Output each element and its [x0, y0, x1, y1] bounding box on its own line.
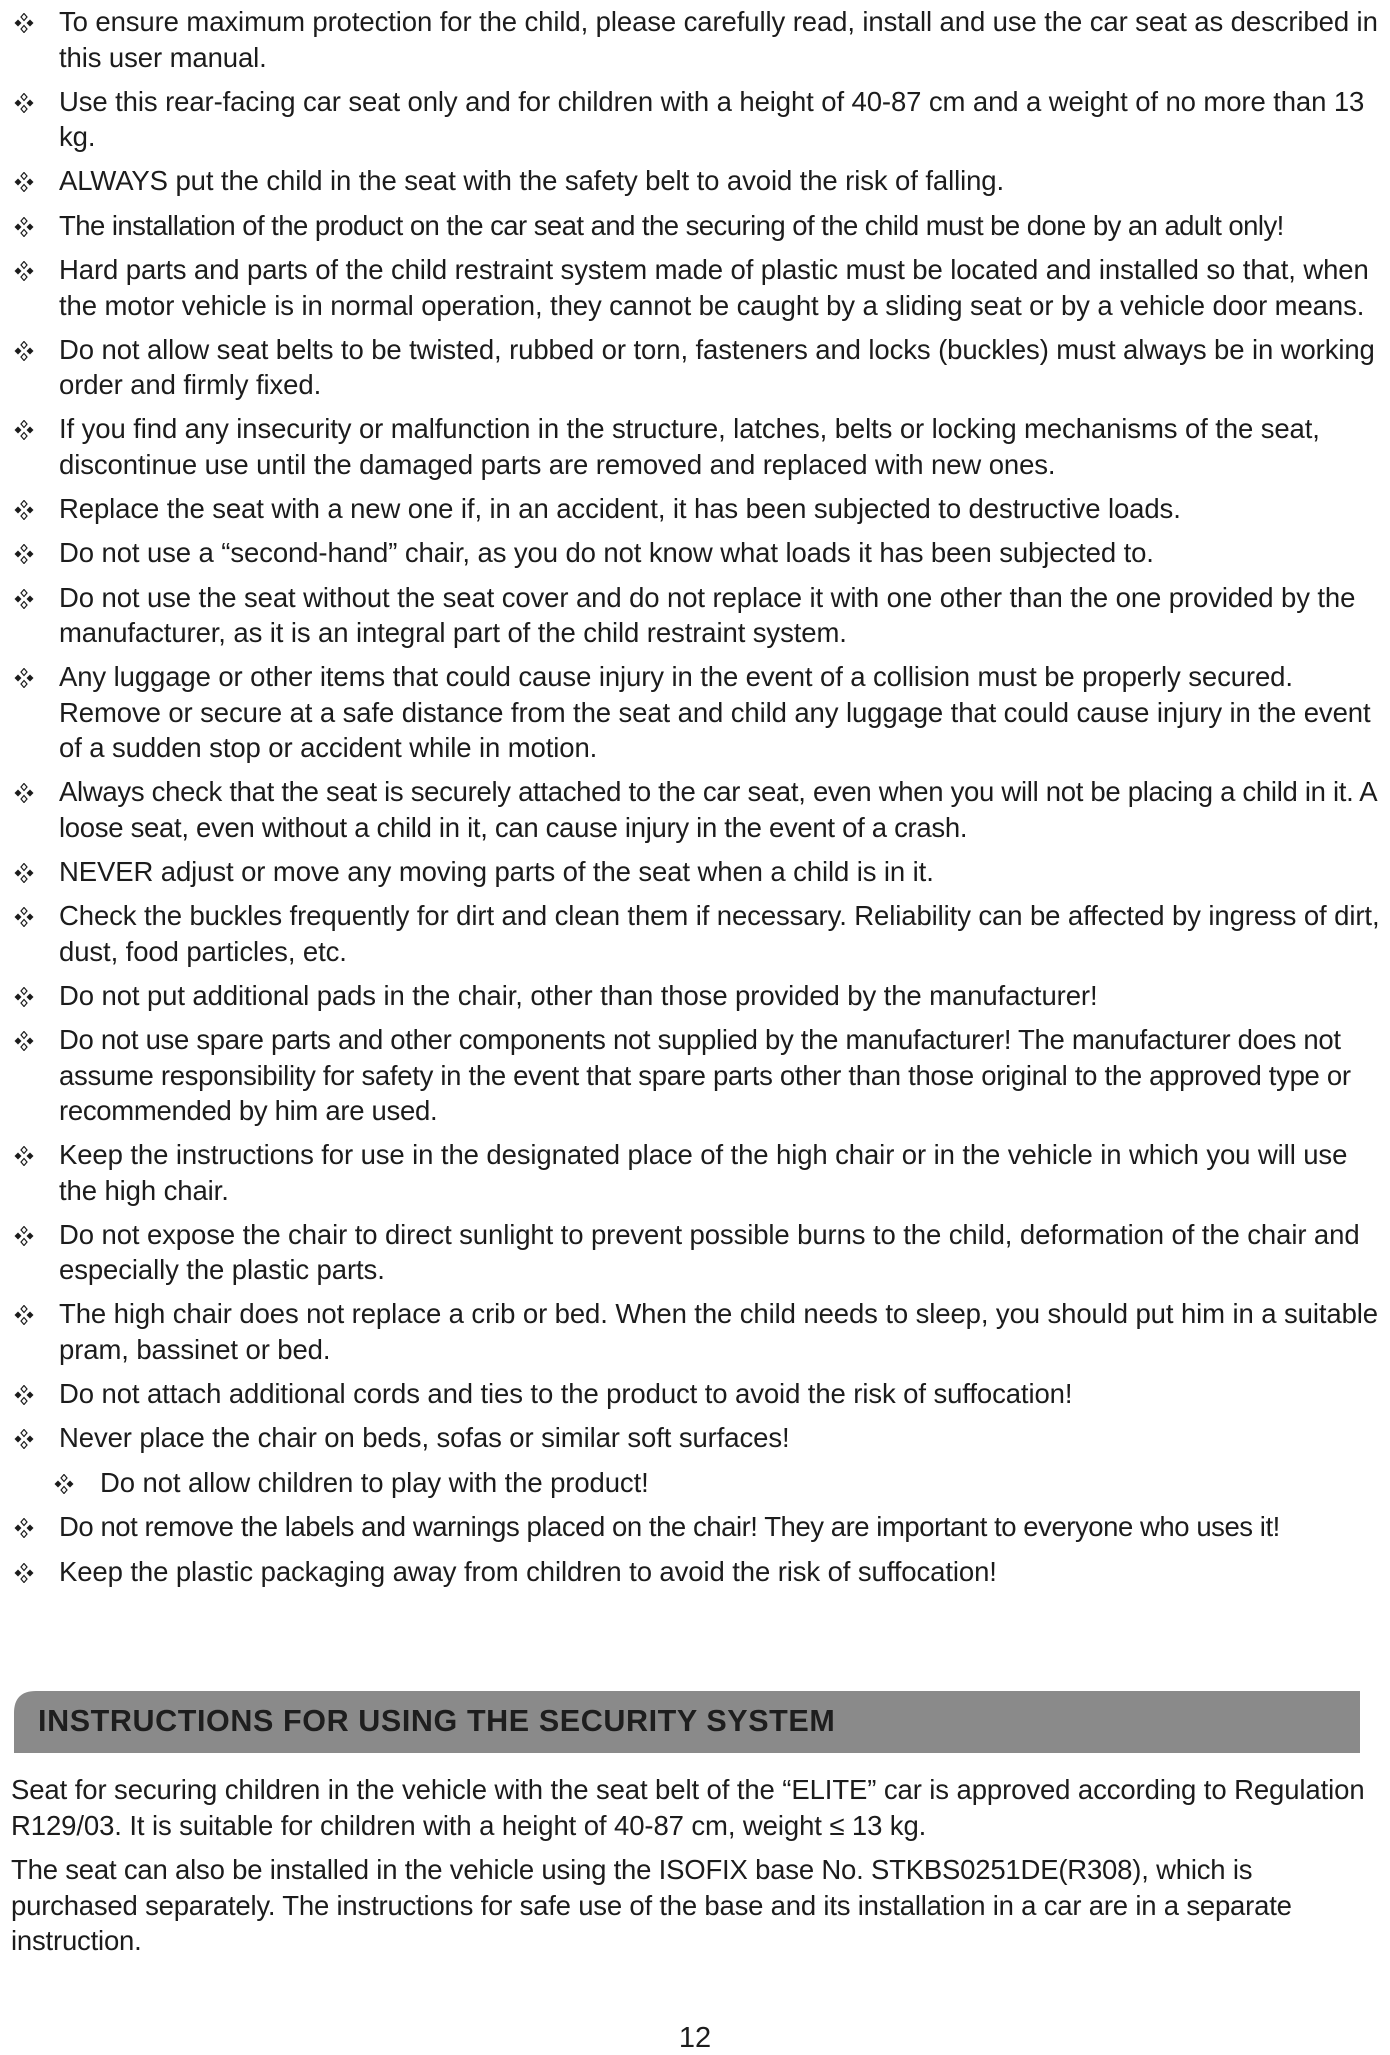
list-item: ALWAYS put the child in the seat with the safety belt to avoid the risk of falling.	[14, 163, 1390, 199]
diamond-bullet-icon	[14, 1031, 34, 1051]
list-item: Do not expose the chair to direct sunlight to prevent possible burns to the child, deformation of the chair and especially the plastic parts.	[14, 1217, 1390, 1288]
diamond-bullet-icon	[14, 907, 34, 927]
list-item: Replace the seat with a new one if, in an accident, it has been subjected to destructive loads.	[14, 491, 1390, 527]
list-item: Do not remove the labels and warnings placed on the chair! They are important to everyone who uses it!	[14, 1509, 1390, 1545]
list-item: The installation of the product on the car seat and the securing of the child must be done by an adult only!	[14, 208, 1390, 244]
diamond-bullet-icon	[14, 13, 34, 33]
list-item: To ensure maximum protection for the child, please carefully read, install and use the car seat as described in this user manual.	[14, 4, 1390, 75]
diamond-bullet-icon	[14, 987, 34, 1007]
diamond-bullet-icon	[14, 420, 34, 440]
diamond-bullet-icon	[14, 1146, 34, 1166]
section-title: INSTRUCTIONS FOR USING THE SECURITY SYSTEM	[38, 1704, 836, 1738]
diamond-bullet-icon	[14, 172, 34, 192]
diamond-bullet-icon	[14, 1518, 34, 1538]
paragraph: The seat can also be installed in the vehicle using the ISOFIX base No. STKBS0251DE(R308), which is purchased separately. The instructions for safe use of the base and its installation in a car are in a separate instruction.	[11, 1854, 1292, 1956]
list-item: NEVER adjust or move any moving parts of the seat when a child is in it.	[14, 854, 1390, 890]
diamond-bullet-icon	[14, 1429, 34, 1449]
list-item: Always check that the seat is securely attached to the car seat, even when you will not be placing a child in it. A loose seat, even without a child in it, can cause injury in the event of a crash.	[14, 774, 1390, 845]
diamond-bullet-icon	[14, 1305, 34, 1325]
list-item: The high chair does not replace a crib or bed. When the child needs to sleep, you should put him in a suitable pram, bassinet or bed.	[14, 1296, 1390, 1367]
diamond-bullet-icon	[14, 544, 34, 564]
list-item: Check the buckles frequently for dirt and clean them if necessary. Reliability can be affected by ingress of dirt, dust, food particles, etc.	[14, 898, 1390, 969]
list-item: Do not put additional pads in the chair, other than those provided by the manufacturer!	[14, 978, 1390, 1014]
list-item: Do not use spare parts and other components not supplied by the manufacturer! The manufacturer does not assume responsibility for safety in the event that spare parts other than those original to the approved type or recommended by him are used.	[14, 1022, 1390, 1129]
diamond-bullet-icon	[14, 261, 34, 281]
diamond-bullet-icon	[14, 783, 34, 803]
diamond-bullet-icon	[14, 668, 34, 688]
list-item: Do not allow seat belts to be twisted, rubbed or torn, fasteners and locks (buckles) must always be in working order and firmly fixed.	[14, 332, 1390, 403]
list-item: Do not use a “second-hand” chair, as you do not know what loads it has been subjected to.	[14, 535, 1390, 571]
paragraph: Seat for securing children in the vehicle with the seat belt of the “ELITE” car is approved according to Regulation R129/03. It is suitable for children with a height of 40-87 cm, weight ≤ 13 kg.	[11, 1774, 1365, 1841]
diamond-bullet-icon	[14, 589, 34, 609]
diamond-bullet-icon	[14, 93, 34, 113]
safety-warnings-list	[14, 4, 1390, 1598]
diamond-bullet-icon	[14, 1563, 34, 1583]
list-item: Keep the plastic packaging away from children to avoid the risk of suffocation!	[14, 1554, 1390, 1590]
list-item: Keep the instructions for use in the designated place of the high chair or in the vehicle in which you will use the high chair.	[14, 1137, 1390, 1208]
diamond-bullet-icon	[14, 341, 34, 361]
section-header-banner	[14, 1691, 1360, 1753]
diamond-bullet-icon	[54, 1474, 74, 1494]
page-number: 12	[678, 2022, 712, 2054]
diamond-bullet-icon	[14, 863, 34, 883]
diamond-bullet-icon	[14, 500, 34, 520]
list-item: Do not use the seat without the seat cover and do not replace it with one other than the one provided by the manufacturer, as it is an integral part of the child restraint system.	[14, 580, 1390, 651]
diamond-bullet-icon	[14, 1385, 34, 1405]
list-item: Do not allow children to play with the product!	[14, 1465, 1390, 1501]
security-system-text	[11, 1772, 1383, 1968]
diamond-bullet-icon	[14, 1226, 34, 1246]
list-item: Do not attach additional cords and ties to the product to avoid the risk of suffocation!	[14, 1376, 1390, 1412]
diamond-bullet-icon	[14, 217, 34, 237]
list-item: Never place the chair on beds, sofas or similar soft surfaces!	[14, 1420, 1390, 1456]
list-item: Hard parts and parts of the child restraint system made of plastic must be located and installed so that, when the motor vehicle is in normal operation, they cannot be caught by a sliding seat or by a vehicle door means.	[14, 252, 1390, 323]
list-item: If you find any insecurity or malfunction in the structure, latches, belts or locking mechanisms of the seat, discontinue use until the damaged parts are removed and replaced with new ones.	[14, 411, 1390, 482]
list-item: Any luggage or other items that could cause injury in the event of a collision must be properly secured. Remove or secure at a safe distance from the seat and child any luggage that could cause injury in the event of a sudden stop or accident while in motion.	[14, 659, 1390, 766]
list-item: Use this rear-facing car seat only and for children with a height of 40-87 cm and a weight of no more than 13 kg.	[14, 84, 1390, 155]
